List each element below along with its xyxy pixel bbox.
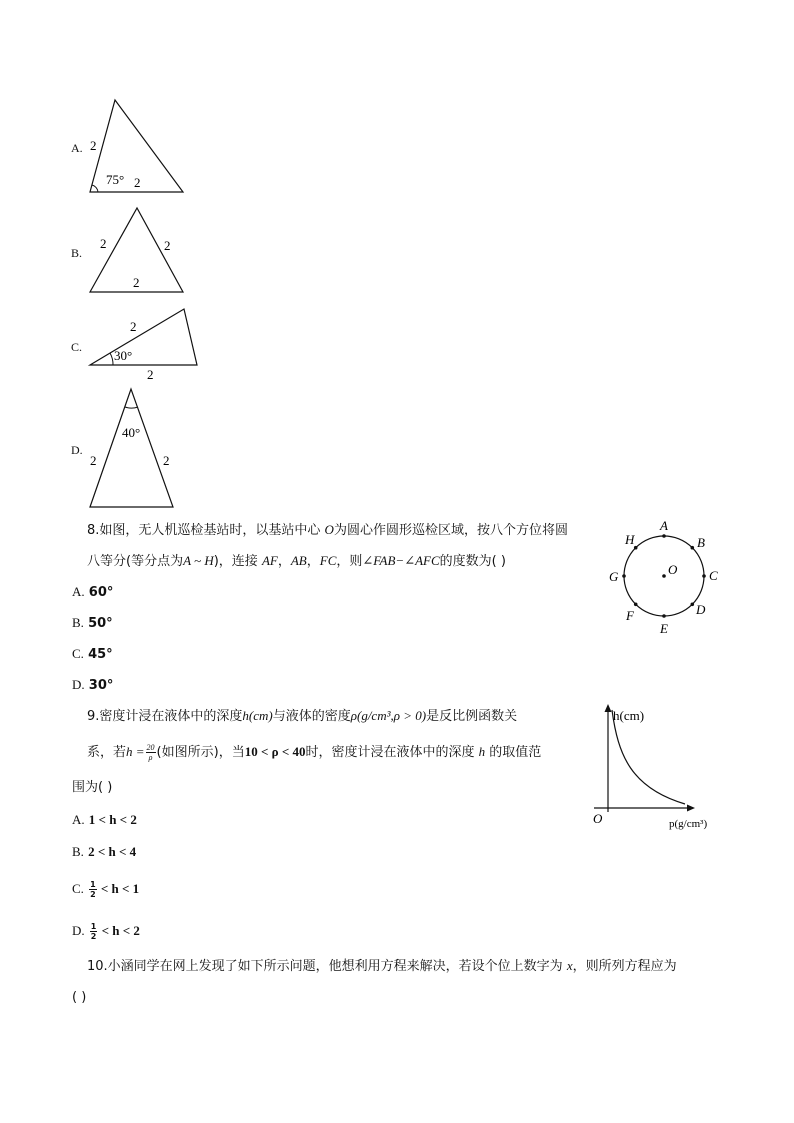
triangle-a-side-left: 2 [90, 138, 97, 153]
triangle-d-angle-arc [125, 407, 138, 408]
q9-option-c [72, 880, 139, 899]
triangle-b-side-left: 2 [100, 236, 107, 251]
q9-formula-lhs: h = [126, 744, 145, 759]
q9-text: 系，若 [87, 745, 127, 760]
option-value: 60° [88, 585, 114, 600]
q10-text: ，则所列方程应为 [572, 959, 677, 974]
triangle-b-side-bottom: 2 [133, 275, 140, 290]
q8-point-a [662, 534, 666, 538]
fraction-denominator: 2 [90, 932, 97, 941]
q8-segment-af: AF [261, 553, 278, 568]
q10-x-var: x [566, 958, 573, 973]
q9-h-unit: (cm) [248, 708, 273, 723]
q8-point-f [634, 603, 638, 607]
option-letter: C. [72, 646, 84, 661]
triangle-d-shape [90, 389, 173, 507]
q8-text: 的度数为( ) [439, 554, 506, 569]
q9-stem-line1 [87, 708, 517, 725]
q8-circle-figure [600, 514, 730, 639]
q8-label-f: F [626, 608, 634, 623]
q8-point-c [702, 574, 706, 578]
option-a-letter: A. [71, 141, 83, 155]
q9-rho-expr: ρ(g/cm³,ρ > 0) [350, 708, 427, 723]
q8-point-g [622, 574, 626, 578]
q8-option-d [72, 677, 113, 694]
q8-point-e [662, 614, 666, 618]
fraction-numerator: 1 [90, 880, 96, 889]
q9-stem-line3: 围为( ) [72, 780, 113, 795]
triangle-c-side-top: 2 [130, 319, 137, 334]
q9-text: 9.密度计浸在液体中的深度 [87, 709, 243, 724]
q8-text: ， [306, 554, 320, 569]
option-value: 2 < h < 4 [88, 844, 137, 859]
q9-x-label: p(g/cm³) [669, 818, 708, 830]
q8-segment-fc: FC [319, 553, 337, 568]
option-fraction [90, 922, 98, 941]
q9-h-var: h [242, 708, 249, 723]
q8-segment-ab: AB [290, 553, 307, 568]
option-letter: A. [72, 584, 85, 599]
option-letter: D. [72, 923, 85, 938]
fraction-numerator: 1 [90, 922, 97, 931]
q9-option-a [72, 812, 137, 829]
option-letter: C. [72, 881, 84, 896]
q9-x-axis-arrow [687, 805, 695, 812]
fraction-denominator: 2 [90, 890, 96, 899]
q9-curve [612, 710, 685, 804]
q9-range-expr: 10 < ρ < 40 [244, 744, 306, 759]
q8-text: 八等分(等分点为 [87, 554, 184, 569]
q8-option-c [72, 646, 113, 663]
option-d-letter: D. [71, 443, 83, 457]
q8-text: ， [277, 554, 291, 569]
q9-option-d [72, 922, 140, 941]
triangle-c-figure [80, 303, 205, 385]
option-value: 45° [88, 647, 113, 662]
option-value: < h < 2 [98, 923, 140, 938]
triangle-d-side-left: 2 [90, 453, 97, 468]
q10-stem-line1 [87, 958, 677, 975]
option-value: 1 < h < 2 [88, 812, 137, 827]
q8-text: 8.如图，无人机巡检基站时，以基站中心 [87, 523, 325, 538]
q8-text: ，则 [336, 554, 363, 569]
q8-label-c: C [709, 568, 718, 583]
q8-label-b: B [697, 535, 705, 550]
triangle-c-shape [90, 309, 197, 365]
q8-option-b [72, 615, 113, 632]
q8-point-b [691, 546, 695, 550]
triangle-a-side-bottom: 2 [134, 175, 141, 190]
q8-option-a [72, 584, 113, 601]
q8-label-d: D [696, 602, 706, 617]
q9-formula-numerator: 20 [146, 743, 155, 752]
q9-formula-fraction [146, 743, 156, 762]
triangle-c-angle-label: 30° [114, 348, 133, 363]
option-letter: A. [72, 812, 85, 827]
q8-text: 为圆心作圆形巡检区域，按八个方位将圆 [333, 523, 568, 538]
q8-point-d [691, 603, 695, 607]
q8-label-h: H [625, 532, 635, 547]
option-value: 50° [88, 616, 113, 631]
q10-text: 10.小涵同学在网上发现了如下所示问题，他想利用方程来解决，若设个位上数字为 [87, 959, 567, 974]
triangle-d-figure [80, 385, 190, 510]
q9-origin-label: O [593, 811, 603, 826]
q8-angle-expr: ∠FAB−∠AFC [362, 553, 440, 568]
q8-stem-line1 [87, 522, 568, 539]
q8-center-var: O [324, 522, 334, 537]
q9-text: 时，密度计浸在液体中的深度 [305, 745, 479, 760]
q9-inverse-graph [586, 700, 731, 835]
q9-text: (如图所示)，当 [156, 745, 245, 760]
option-b-letter: B. [71, 246, 83, 260]
q10-stem-line2: ( ) [72, 990, 87, 1005]
option-value: < h < 1 [97, 881, 140, 896]
triangle-c-angle-arc [110, 353, 113, 365]
triangle-c-side-bottom: 2 [147, 367, 154, 382]
q9-text: 与液体的密度 [272, 709, 351, 724]
q8-point-h [634, 546, 638, 550]
q8-label-e: E [660, 621, 668, 636]
triangle-d-side-right: 2 [163, 453, 170, 468]
q8-stem-line2 [87, 553, 506, 570]
q9-formula-denominator: ρ [148, 753, 153, 762]
q8-range-var: A ~ H [183, 553, 214, 568]
q8-label-g: G [609, 569, 619, 584]
q8-label-a: A [660, 518, 668, 533]
triangle-d-angle-label: 40° [122, 425, 141, 440]
q8-center-point [662, 574, 666, 578]
q9-y-axis-arrow [605, 704, 612, 712]
q9-stem-line2 [87, 743, 541, 762]
q8-label-o: O [668, 562, 678, 577]
option-letter: B. [72, 844, 84, 859]
q9-y-label: h(cm) [613, 708, 645, 723]
option-value: 30° [88, 678, 114, 693]
q9-h-var: h [478, 744, 486, 759]
triangle-b-figure [80, 202, 200, 297]
option-letter: B. [72, 615, 84, 630]
option-c-letter: C. [71, 340, 83, 354]
q9-text: 是反比例函数关 [426, 709, 518, 724]
q9-option-b [72, 844, 136, 861]
triangle-a-angle-label: 75° [106, 172, 125, 187]
triangle-b-side-right: 2 [164, 238, 171, 253]
triangle-a-figure [80, 95, 200, 200]
q8-text: )，连接 [213, 554, 262, 569]
triangle-a-angle-arc [92, 185, 98, 192]
option-fraction [89, 880, 97, 899]
q9-text: 的取值范 [485, 745, 542, 760]
option-letter: D. [72, 677, 85, 692]
